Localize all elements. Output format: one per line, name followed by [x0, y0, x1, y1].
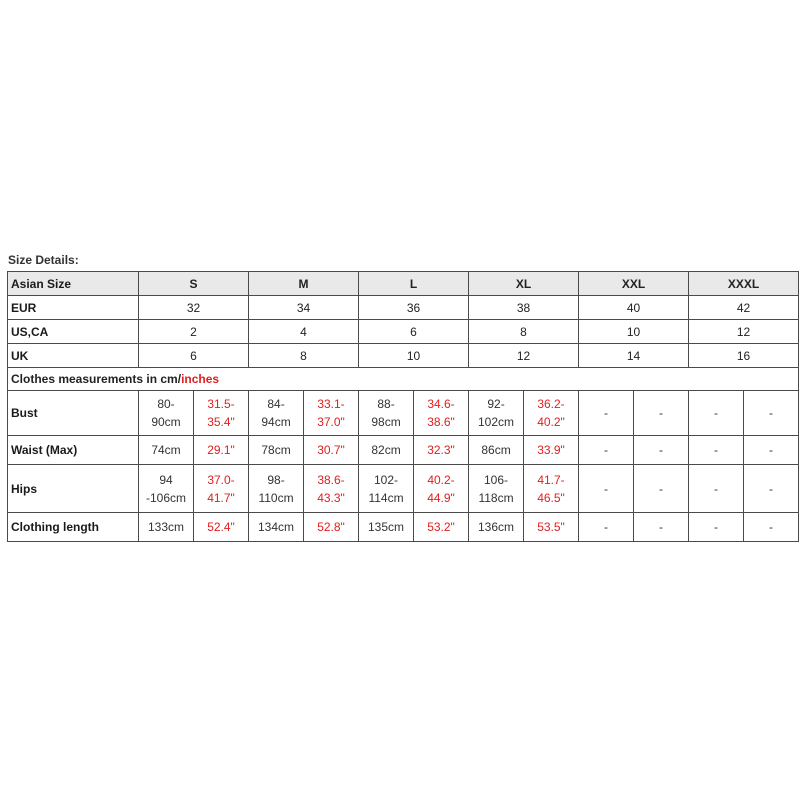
cell-line: 46.5" — [537, 490, 565, 505]
cell-line: - — [659, 406, 664, 420]
cell-line: 33.9" — [537, 443, 565, 457]
measurement-row-bust — [8, 391, 799, 436]
cell-line: - — [769, 520, 774, 534]
cell-line: 84- — [267, 397, 285, 411]
inch-value-cell — [194, 391, 249, 436]
inch-value-cell — [304, 513, 359, 542]
cell-line: - — [769, 481, 774, 496]
cell-line: - — [604, 443, 609, 457]
cm-value-cell — [249, 465, 304, 513]
empty-cell — [634, 465, 689, 513]
inch-value-cell — [524, 465, 579, 513]
cm-value-cell — [359, 465, 414, 513]
eur-value: 42 — [689, 296, 799, 320]
us-ca-row — [8, 320, 799, 344]
empty-cell — [744, 465, 799, 513]
cell-line: 29.1" — [207, 443, 235, 457]
size-header-xxl: XXL — [579, 272, 689, 296]
cell-line: 32.3" — [427, 443, 455, 457]
cm-value-cell — [249, 391, 304, 436]
cell-line: 102cm — [478, 415, 515, 429]
eur-label: EUR — [8, 296, 139, 320]
cm-value-cell — [469, 465, 524, 513]
inch-value-cell — [524, 436, 579, 465]
cell-line: 86cm — [481, 443, 511, 457]
cell-line: - — [659, 443, 664, 457]
asian-size-label: Asian Size — [8, 272, 139, 296]
eur-value: 34 — [249, 296, 359, 320]
size-header-xxxl: XXXL — [689, 272, 799, 296]
cell-line: - — [714, 520, 719, 534]
cell-line: 92- — [487, 397, 505, 411]
cell-line: 78cm — [261, 443, 291, 457]
inch-value-cell — [524, 513, 579, 542]
measurements-section-heading — [8, 368, 799, 391]
empty-cell — [634, 513, 689, 542]
cell-line: 94 — [159, 472, 173, 487]
section-heading-prefix: Clothes measurements in cm/ — [11, 372, 182, 386]
measurement-label: Hips — [8, 465, 139, 513]
cell-line: 53.2" — [427, 520, 455, 534]
cell-line: 36.2- — [537, 397, 565, 411]
cell-line: 98- — [267, 472, 285, 487]
size-details-title: Size Details: — [8, 253, 79, 267]
inch-value-cell — [304, 436, 359, 465]
cm-value-cell — [469, 513, 524, 542]
uk-value: 10 — [359, 344, 469, 368]
cell-line: 136cm — [478, 520, 515, 534]
cm-value-cell — [469, 391, 524, 436]
measurement-row-hips — [8, 465, 799, 513]
cell-line: 43.3" — [317, 490, 345, 505]
size-header-m: M — [249, 272, 359, 296]
cell-line: - — [714, 481, 719, 496]
cell-line: 52.4" — [207, 520, 235, 534]
cell-line: - — [769, 406, 774, 420]
section-heading-inches: inches — [181, 372, 220, 386]
measurement-row-waist — [8, 436, 799, 465]
eur-value: 40 — [579, 296, 689, 320]
cell-line: - — [604, 481, 609, 496]
uk-value: 14 — [579, 344, 689, 368]
eur-value: 36 — [359, 296, 469, 320]
us-ca-value: 8 — [469, 320, 579, 344]
cell-line: 98cm — [371, 415, 401, 429]
cell-line: 74cm — [151, 443, 181, 457]
measurement-row-clothing-length — [8, 513, 799, 542]
cm-value-cell — [359, 436, 414, 465]
cell-line: 110cm — [258, 490, 294, 505]
header-row — [8, 272, 799, 296]
uk-row — [8, 344, 799, 368]
empty-cell — [689, 436, 744, 465]
cm-value-cell — [359, 513, 414, 542]
eur-row — [8, 296, 799, 320]
cm-value-cell — [139, 436, 194, 465]
cell-line: - — [714, 443, 719, 457]
cm-value-cell — [469, 436, 524, 465]
cell-line: 82cm — [371, 443, 401, 457]
cell-line: 38.6- — [317, 472, 345, 487]
cell-line: 41.7- — [537, 472, 565, 487]
empty-cell — [634, 436, 689, 465]
cm-value-cell — [249, 436, 304, 465]
cell-line: 40.2" — [537, 415, 565, 429]
us-ca-value: 2 — [139, 320, 249, 344]
eur-value: 32 — [139, 296, 249, 320]
cm-value-cell — [249, 513, 304, 542]
empty-cell — [634, 391, 689, 436]
cell-line: 52.8" — [317, 520, 345, 534]
cell-line: 133cm — [147, 520, 185, 534]
cell-line: 30.7" — [317, 443, 345, 457]
inch-value-cell — [414, 391, 469, 436]
us-ca-label: US,CA — [8, 320, 139, 344]
empty-cell — [579, 391, 634, 436]
cell-line: 40.2- — [427, 472, 455, 487]
measurements-section-row — [8, 368, 799, 391]
cell-line: - — [659, 481, 664, 496]
inch-value-cell — [194, 513, 249, 542]
size-header-xl: XL — [469, 272, 579, 296]
cell-line: 44.9" — [427, 490, 455, 505]
inch-value-cell — [194, 465, 249, 513]
us-ca-value: 4 — [249, 320, 359, 344]
cell-line: 106- — [484, 472, 509, 487]
cell-line: 114cm — [368, 490, 404, 505]
empty-cell — [579, 465, 634, 513]
cell-line: 135cm — [368, 520, 405, 534]
cell-line: - — [604, 520, 609, 534]
cell-line: 80- — [157, 397, 175, 411]
inch-value-cell — [414, 465, 469, 513]
uk-value: 6 — [139, 344, 249, 368]
cell-line: -106cm — [145, 490, 186, 505]
cm-value-cell — [139, 391, 194, 436]
uk-value: 16 — [689, 344, 799, 368]
cell-line: 118cm — [478, 490, 514, 505]
uk-label: UK — [8, 344, 139, 368]
cell-line: 35.4" — [207, 415, 235, 429]
cm-value-cell — [359, 391, 414, 436]
cell-line: 94cm — [261, 415, 291, 429]
empty-cell — [579, 436, 634, 465]
empty-cell — [744, 391, 799, 436]
cell-line: 31.5- — [207, 397, 235, 411]
inch-value-cell — [194, 436, 249, 465]
eur-value: 38 — [469, 296, 579, 320]
cm-value-cell — [139, 513, 194, 542]
us-ca-value: 12 — [689, 320, 799, 344]
cell-line: - — [714, 406, 719, 420]
empty-cell — [689, 513, 744, 542]
cell-line: - — [659, 520, 664, 534]
empty-cell — [689, 391, 744, 436]
cell-line: 37.0" — [317, 415, 345, 429]
uk-value: 12 — [469, 344, 579, 368]
inch-value-cell — [304, 465, 359, 513]
cell-line: 33.1- — [317, 397, 345, 411]
measurement-label: Bust — [8, 391, 139, 436]
cell-line: 90cm — [151, 415, 181, 429]
uk-value: 8 — [249, 344, 359, 368]
cell-line: 38.6" — [427, 415, 455, 429]
cell-line: - — [769, 443, 774, 457]
empty-cell — [744, 436, 799, 465]
cell-line: 53.5" — [537, 520, 565, 534]
empty-cell — [689, 465, 744, 513]
inch-value-cell — [414, 513, 469, 542]
cm-value-cell — [139, 465, 194, 513]
cell-line: 88- — [377, 397, 395, 411]
cell-line: 34.6- — [427, 397, 455, 411]
cell-line: 134cm — [258, 520, 295, 534]
inch-value-cell — [524, 391, 579, 436]
cell-line: 37.0- — [207, 472, 235, 487]
empty-cell — [579, 513, 634, 542]
inch-value-cell — [304, 391, 359, 436]
us-ca-value: 10 — [579, 320, 689, 344]
measurement-label: Clothing length — [8, 513, 139, 542]
us-ca-value: 6 — [359, 320, 469, 344]
cell-line: - — [604, 406, 609, 420]
size-header-s: S — [139, 272, 249, 296]
cell-line: 41.7" — [207, 490, 235, 505]
cell-line: 102- — [374, 472, 399, 487]
size-header-l: L — [359, 272, 469, 296]
measurement-label: Waist (Max) — [8, 436, 139, 465]
empty-cell — [744, 513, 799, 542]
size-chart-table — [7, 271, 799, 542]
inch-value-cell — [414, 436, 469, 465]
